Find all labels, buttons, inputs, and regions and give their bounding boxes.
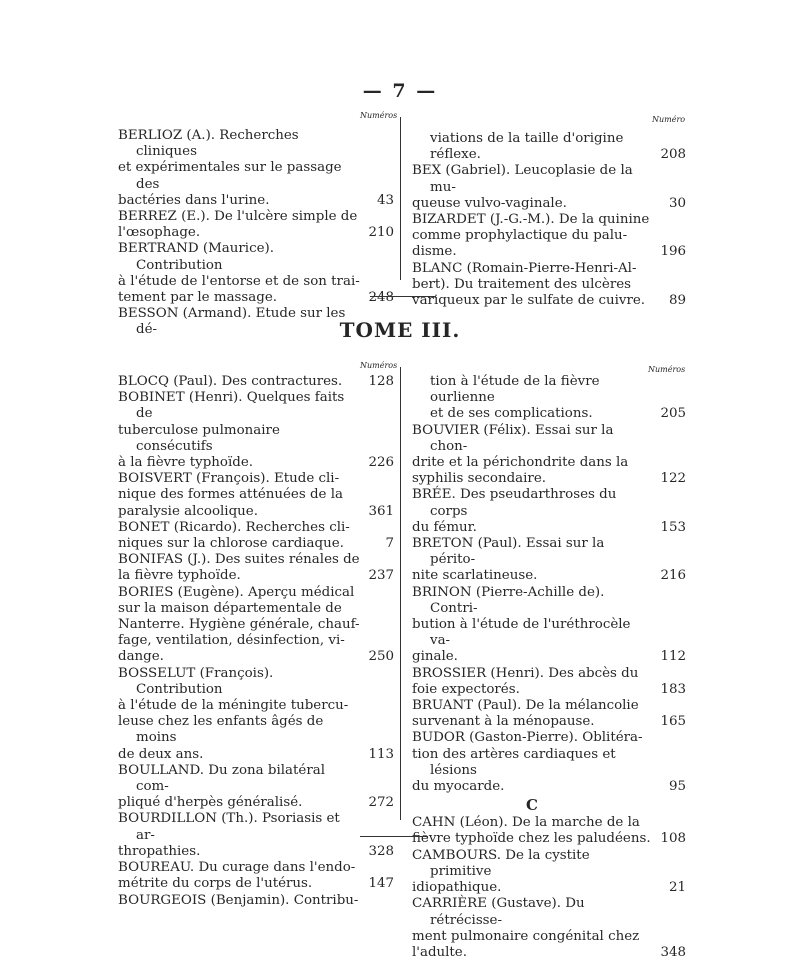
entry-text-line: viations de la taille d'origine réflexe. xyxy=(430,131,624,163)
entry-text-line: à l'étude de la méningite tubercu- xyxy=(118,698,349,714)
thesis-number: 30 xyxy=(668,195,686,211)
entry-text-line: paralysie alcoolique. xyxy=(118,503,258,519)
thesis-number: 112 xyxy=(660,649,686,665)
index-entry xyxy=(412,536,690,585)
entry-text-line: BRÉE. Des pseudarthroses du corps xyxy=(412,487,617,519)
entry-text-line: tion des artères cardiaques et lésions xyxy=(412,746,616,778)
entry-text-line: du myocarde. xyxy=(412,779,505,795)
entry-text-line: niques sur la chlorose cardiaque. xyxy=(118,536,344,552)
entry-text-line: syphilis secondaire. xyxy=(412,471,547,487)
entry-text-line: BRINON (Pierre-Achille de). Contri- xyxy=(412,584,605,616)
entry-text-line: BEX (Gabriel). Leucoplasie de la mu- xyxy=(412,163,633,195)
section-rule xyxy=(370,296,436,297)
entry-text-line: Nanterre. Hygiène générale, chauf- xyxy=(118,617,360,633)
entry-text-line: BORIES (Eugène). Aperçu médical xyxy=(118,584,355,600)
index-entry xyxy=(412,212,690,261)
thesis-number: 348 xyxy=(660,944,686,960)
entry-text-line: BOBINET (Henri). Quelques faits de xyxy=(118,390,345,422)
column-header-numero: Numéro xyxy=(652,115,686,124)
entry-text-line: la fièvre typhoïde. xyxy=(118,568,241,584)
entry-text-line: l'œsophage. xyxy=(118,225,201,241)
index-column-left xyxy=(118,128,398,339)
thesis-number: 153 xyxy=(660,519,686,535)
entry-text-line: CAMBOURS. De la cystite primitive xyxy=(412,847,590,879)
entry-text-line: ginale. xyxy=(412,649,458,665)
entry-text-line: BOURGEOIS (Benjamin). Contribu- xyxy=(118,892,359,908)
entry-text-line: BRETON (Paul). Essai sur la périto- xyxy=(412,536,605,568)
index-entry xyxy=(118,209,398,241)
thesis-number: 43 xyxy=(376,192,394,208)
index-entry xyxy=(118,552,398,584)
index-column-right xyxy=(412,374,690,961)
entry-text-line: comme prophylactique du palu- xyxy=(412,228,628,244)
entry-text-line: à l'étude de l'entorse et de son trai- xyxy=(118,273,360,289)
entry-text-line: fage, ventilation, désinfection, vi- xyxy=(118,633,345,649)
thesis-number: 196 xyxy=(660,244,686,260)
entry-text-line: BERTRAND (Maurice). Contribution xyxy=(118,241,274,273)
index-entry xyxy=(118,763,398,812)
thesis-number: 165 xyxy=(660,714,686,730)
index-column-right xyxy=(412,131,690,309)
index-entry xyxy=(412,487,690,536)
index-entry xyxy=(412,261,690,310)
entry-text-line: BROSSIER (Henri). Des abcès du xyxy=(412,665,639,681)
entry-text-line: idiopathique. xyxy=(412,880,502,896)
page-number: — 7 — xyxy=(362,80,438,102)
index-entry xyxy=(118,471,398,520)
index-entry xyxy=(412,585,690,666)
thesis-number: 226 xyxy=(368,455,394,471)
thesis-number: 113 xyxy=(368,746,394,762)
thesis-number: 216 xyxy=(660,568,686,584)
thesis-number: 248 xyxy=(368,290,394,306)
column-header-numeros: Numéros xyxy=(360,361,398,370)
entry-text-line: bert). Du traitement des ulcères xyxy=(412,276,632,292)
thesis-number: 147 xyxy=(368,876,394,892)
entry-text-line: leuse chez les enfants âgés de moins xyxy=(118,714,324,746)
thesis-number: 328 xyxy=(368,843,394,859)
entry-text-line: queuse vulvo-vaginale. xyxy=(412,195,567,211)
index-entry xyxy=(412,896,690,961)
index-entry xyxy=(118,390,398,471)
thesis-number: 128 xyxy=(368,374,394,389)
thesis-number: 89 xyxy=(668,293,686,309)
entry-text-line: pliqué d'herpès généralisé. xyxy=(118,795,303,811)
thesis-number: 7 xyxy=(385,536,394,552)
entry-text-line: nique des formes atténuées de la xyxy=(118,487,343,503)
entry-text-line: BONIFAS (J.). Des suites rénales de xyxy=(118,552,360,568)
entry-text-line: tuberculose pulmonaire consécutifs xyxy=(118,422,280,454)
index-entry xyxy=(412,730,690,795)
entry-text-line: et expérimentales sur le passage des xyxy=(118,160,342,192)
entry-text-line: sur la maison départementale de xyxy=(118,600,342,616)
entry-text-line: CAHN (Léon). De la marche de la xyxy=(412,815,640,831)
index-entry xyxy=(118,893,398,909)
entry-text-line: bution à l'étude de l'uréthrocèle va- xyxy=(412,617,631,649)
entry-text-line: BLANC (Romain-Pierre-Henri-Al- xyxy=(412,260,637,276)
column-divider xyxy=(400,367,401,820)
thesis-number: 210 xyxy=(368,225,394,241)
index-entry xyxy=(412,423,690,488)
thesis-number: 208 xyxy=(660,147,686,163)
entry-text-line: thropathies. xyxy=(118,843,201,859)
entry-text-line: CARRIÈRE (Gustave). Du rétrécisse- xyxy=(412,896,585,928)
entry-text-line: BONET (Ricardo). Recherches cli- xyxy=(118,519,350,535)
index-entry xyxy=(118,520,398,552)
index-entry-continued xyxy=(412,374,690,423)
entry-text-line: métrite du corps de l'utérus. xyxy=(118,876,313,892)
column-header-numeros: Numéros xyxy=(648,365,686,374)
entry-text-line: du fémur. xyxy=(412,519,477,535)
entry-text-line: foie expectorés. xyxy=(412,681,520,697)
column-header-numeros: Numéros xyxy=(360,111,398,120)
entry-text-line: tion à l'étude de la fièvre ourlienne xyxy=(430,374,600,406)
entry-text-line: ment pulmonaire congénital chez xyxy=(412,928,640,944)
thesis-number: 122 xyxy=(660,471,686,487)
entry-text-line: nite scarlatineuse. xyxy=(412,568,538,584)
thesis-number: 21 xyxy=(668,880,686,896)
entry-text-line: BOUVIER (Félix). Essai sur la chon- xyxy=(412,422,614,454)
index-entry xyxy=(118,860,398,892)
thesis-number: 250 xyxy=(368,649,394,665)
entry-text-line: BLOCQ (Paul). Des contractures. xyxy=(118,374,343,389)
entry-text-line: bactéries dans l'urine. xyxy=(118,192,270,208)
index-entry xyxy=(118,374,398,390)
index-entry xyxy=(118,666,398,763)
entry-text-line: BESSON (Armand). Etude sur les dé- xyxy=(118,306,346,338)
entry-text-line: BRUANT (Paul). De la mélancolie xyxy=(412,698,639,714)
entry-text-line: BERLIOZ (A.). Recherches cliniques xyxy=(118,128,299,160)
index-entry xyxy=(412,666,690,698)
entry-text-line: BOURDILLON (Th.). Psoriasis et ar- xyxy=(118,811,340,843)
entry-text-line: fièvre typhoïde chez les paludéens. xyxy=(412,831,651,847)
entry-text-line: BOULLAND. Du zona bilatéral com- xyxy=(118,762,325,795)
index-entry xyxy=(412,163,690,212)
thesis-number: 108 xyxy=(660,831,686,847)
entry-text-line: tement par le massage. xyxy=(118,290,278,306)
index-entry xyxy=(412,815,690,847)
index-entry xyxy=(118,811,398,860)
index-entry xyxy=(118,128,398,209)
index-entry xyxy=(118,241,398,306)
entry-text-line: disme. xyxy=(412,244,457,260)
column-divider xyxy=(400,117,401,280)
thesis-number: 237 xyxy=(368,568,394,584)
entry-text-line: survenant à la ménopause. xyxy=(412,714,595,730)
entry-text-line: et de ses complications. xyxy=(430,406,593,422)
entry-text-line: variqueux par le sulfate de cuivre. xyxy=(412,293,646,309)
entry-text-line: dange. xyxy=(118,649,164,665)
end-rule xyxy=(360,836,428,837)
index-entry xyxy=(118,585,398,666)
index-entry xyxy=(412,848,690,897)
index-letter-heading: C xyxy=(526,796,538,815)
entry-text-line: BOUREAU. Du curage dans l'endo- xyxy=(118,860,356,876)
entry-text-line: BOSSELUT (François). Contribution xyxy=(118,665,274,697)
thesis-number: 95 xyxy=(668,779,686,795)
entry-text-line: drite et la périchondrite dans la xyxy=(412,455,629,471)
section-title: TOME III. xyxy=(339,318,461,342)
index-column-left xyxy=(118,374,398,909)
index-entry xyxy=(412,698,690,730)
entry-text-line: à la fièvre typhoïde. xyxy=(118,455,254,471)
entry-text-line: BUDOR (Gaston-Pierre). Oblitéra- xyxy=(412,730,643,746)
entry-text-line: l'adulte. xyxy=(412,944,467,960)
thesis-number: 183 xyxy=(660,681,686,697)
thesis-number: 205 xyxy=(660,406,686,422)
index-entry-continued xyxy=(412,131,690,163)
entry-text-line: BERREZ (E.). De l'ulcère simple de xyxy=(118,209,358,225)
entry-text-line: BIZARDET (J.-G.-M.). De la quinine xyxy=(412,212,650,228)
entry-text-line: BOISVERT (François). Etude cli- xyxy=(118,471,340,487)
thesis-number: 361 xyxy=(368,503,394,519)
thesis-number: 272 xyxy=(368,795,394,811)
entry-text-line: de deux ans. xyxy=(118,746,204,762)
